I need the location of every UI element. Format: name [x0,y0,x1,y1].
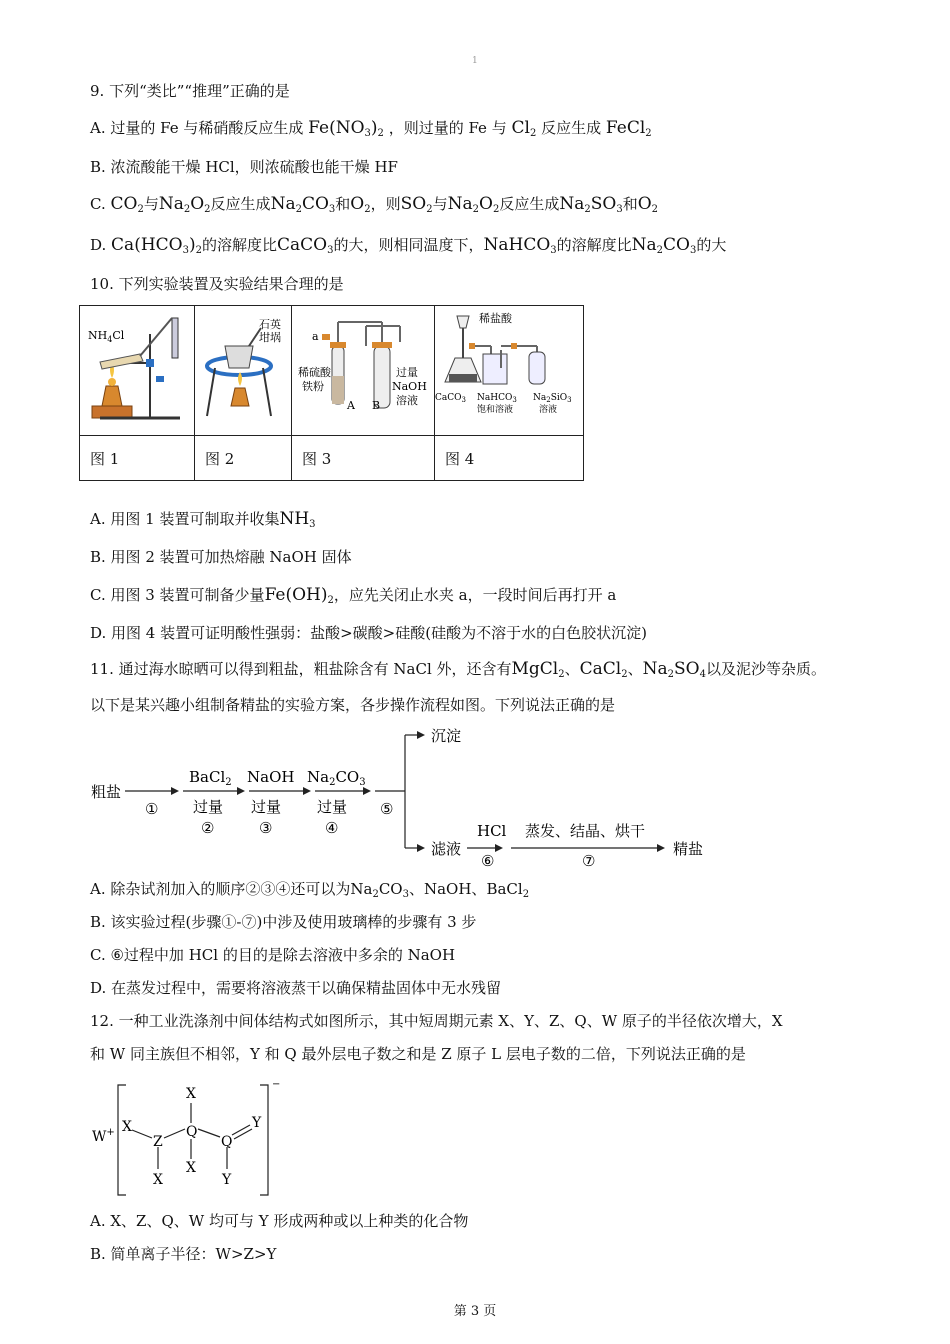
q9a-text1: A. 过量的 Fe 与稀硝酸反应生成 [90,119,304,137]
caption-fig4: 图 4 [435,436,584,481]
excess-label: 过量 [396,366,418,379]
q11-stem-2: 以下是某兴趣小组制备精盐的实验方案，各步操作流程如图。下列说法正确的是 [90,696,616,714]
figure-4-cell [435,306,584,436]
struct-w: W+ [92,1127,115,1145]
q11-option-b[interactable]: B. 该实验过程(步骤①-⑦)中涉及使用玻璃棒的步骤有 3 步 [90,913,477,931]
caption-fig1: 图 1 [80,436,195,481]
figure-2-cell [195,306,292,436]
q12-stem-2: 和 W 同主族但不相邻，Y 和 Q 最外层电子数之和是 Z 原子 L 层电子数的二倍，下列说法正确的是 [90,1045,746,1063]
figure-1-diagram [80,306,194,431]
q10-stem: 10. 下列实验装置及实验结果合理的是 [90,275,344,293]
flow-reagent-na2co3: $Na_2CO_3$ [307,768,366,788]
q9-option-c[interactable]: C. $CO_2$与$Na_2O_2$反应生成$Na_2CO_3$和$O_2$，则$SO_2$与$Na_2O_2$反应生成$Na_2SO_3$和$O_2$ [90,194,659,215]
flow-step-4: ④ [325,819,339,837]
q11-option-d[interactable]: D. 在蒸发过程中，需要将溶液蒸干以确保精盐固体中无水残留 [90,979,502,997]
flow-hcl: HCl [477,822,507,840]
flow-reagent-naoh: NaOH [247,768,295,786]
saturated-solution-label: 饱和溶液 [477,405,514,415]
flow-evaporate: 蒸发、结晶、烘干 [525,822,646,840]
flow-reagent-bacl2: BaCl$_2$ [189,768,232,788]
struct-y-right: Y [252,1115,262,1131]
flow-step-6: ⑥ [481,852,495,870]
figure-3-diagram [292,306,434,431]
page-marker: 1 [472,56,478,66]
struct-x-top: X [186,1086,196,1102]
nahco3-label: NaHCO$_3$ [477,393,517,404]
flow-step-5: ⑤ [380,800,394,818]
flow-crude-salt: 粗盐 [91,783,122,801]
flow-excess-3: 过量 [317,798,348,816]
flow-fine-salt: 精盐 [673,840,704,858]
q9a-formula2: $Cl_2$ [511,118,537,139]
q12-option-a[interactable]: A. X、Z、Q、W 均可与 Y 形成两种或以上种类的化合物 [90,1212,469,1230]
flow-filtrate: 滤液 [431,840,462,858]
page-footer: 第 3 页 [453,1304,497,1319]
struct-charge-minus: − [272,1079,281,1090]
valve-a-label: a [312,330,319,343]
flow-excess-2: 过量 [251,798,282,816]
q9a-text3: 反应生成 [541,119,602,137]
na2sio3-label: $Na_2SiO_3$ [533,393,572,404]
solution-label: 溶液 [396,394,418,407]
crucible-label-2: 坩埚 [259,331,281,344]
figure-2-diagram [195,306,291,431]
naoh-label: NaOH [392,380,427,393]
flow-step-3: ③ [259,819,273,837]
caco3-label: CaCO$_3$ [435,393,466,404]
flow-step-1: ① [145,800,159,818]
crucible-label-1: 石英 [259,318,281,331]
caption-fig2: 图 2 [195,436,292,481]
q12-stem-1: 12. 一种工业洗涤剂中间体结构式如图所示，其中短周期元素 X、Y、Z、Q、W 原子的半径依次增大，X [90,1012,783,1030]
tube-a-label: A [347,399,355,412]
apparatus-table [79,305,584,481]
acid-label: 稀硫酸 [298,366,331,379]
q11-stem-1: 11. 通过海水晾晒可以得到粗盐，粗盐除含有 NaCl 外，还含有MgCl$_2$、CaCl$_2$、$Na_2SO_4$以及泥沙等杂质。 [90,659,826,680]
sio3-solution-label: 溶液 [539,405,558,415]
figure-1-cell [80,306,195,436]
q9-option-a[interactable] [90,117,652,145]
flow-precipitate: 沉淀 [431,727,462,745]
q12-structure [88,1075,288,1200]
q10-option-d[interactable]: D. 用图 4 装置可证明酸性强弱：盐酸>碳酸>硅酸(硅酸为不溶于水的白色胶状沉淀) [90,624,647,642]
hcl-label: 稀盐酸 [479,312,512,325]
struct-q-left: Q [186,1124,198,1140]
caption-fig3: 图 3 [292,436,435,481]
q9a-formula1: $Fe(NO_3)_2$ [308,118,384,139]
struct-z: Z [153,1134,163,1150]
struct-x-left: X [122,1119,132,1135]
q11-flow-diagram [85,720,725,870]
flow-step-7: ⑦ [582,852,596,870]
flow-step-2: ② [201,819,215,837]
q12-option-b[interactable]: B. 简单离子半径：W>Z>Y [90,1245,277,1263]
figure-3-cell [292,306,435,436]
q10-option-c[interactable]: C. 用图 3 装置可制备少量$Fe(OH)_2$，应先关闭止水夹 a，一段时间后再打开 a [90,585,617,606]
q9-stem: 9. 下列“类比”“推理”正确的是 [90,82,290,100]
figure-4-diagram [435,306,583,431]
q10-option-b[interactable]: B. 用图 2 装置可加热熔融 NaOH 固体 [90,548,352,566]
struct-y-bottom: Y [222,1172,232,1188]
struct-x-bottom-q: X [186,1160,196,1176]
struct-x-bottom-z: X [153,1172,163,1188]
iron-powder-label: 铁粉 [302,380,324,393]
flow-excess-1: 过量 [193,798,224,816]
tube-b-label: B [372,399,381,412]
q9-option-d[interactable]: D. $Ca(HCO_3)_2$的溶解度比CaCO$_3$的大，则相同温度下，NaHCO$_3$的溶解度比$Na_2CO_3$的大 [90,235,727,256]
q11-option-c[interactable]: C. ⑥过程中加 HCl 的目的是除去溶液中多余的 NaOH [90,946,456,964]
q9a-formula3: FeCl$_2$ [605,118,652,139]
q10-option-a[interactable]: A. 用图 1 装置可制取并收集$NH_3$ [90,509,316,530]
struct-q-right: Q [221,1134,233,1150]
nh4cl-label: $NH_4Cl$ [88,329,125,344]
q9-option-b[interactable]: B. 浓流酸能干燥 HCl，则浓硫酸也能干燥 HF [90,158,398,176]
q11-option-a[interactable]: A. 除杂试剂加入的顺序②③④还可以为$Na_2CO_3$、NaOH、BaCl$_2$ [90,880,530,900]
q9a-text2: ，则过量的 Fe 与 [388,119,507,137]
